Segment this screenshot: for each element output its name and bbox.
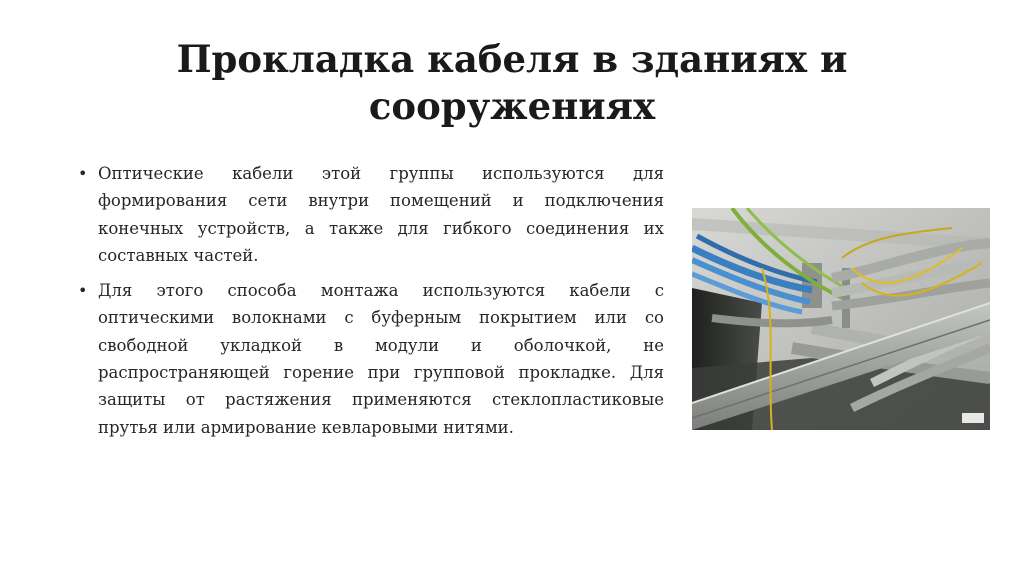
bullet-text-1: Оптические кабели этой группы используются для формирования сети внутри помещений и подключения конечных устройств, а также для гибкого соединения их составных частей. [98, 164, 664, 265]
bullet-list [72, 160, 664, 449]
cable-tray-photo [692, 208, 990, 430]
bullet-item-2 [72, 277, 664, 441]
label-sticker [962, 413, 984, 423]
bullet-item-1 [72, 160, 664, 269]
bullet-text-2: Для этого способа монтажа используются кабели с оптическими волокнами с буферным покрытием или со свободной укладкой в модули и оболочкой, не распространяющей горение при групповой прокладке. Для защиты от растяжения применяются стеклопластиковые прутья или армирование кевларовыми нитями. [98, 281, 664, 437]
slide-title: Прокладка кабеля в зданиях и сооружениях [176, 37, 848, 128]
bullet-dot-icon: • [78, 281, 88, 301]
bullet-dot-icon: • [78, 164, 88, 183]
